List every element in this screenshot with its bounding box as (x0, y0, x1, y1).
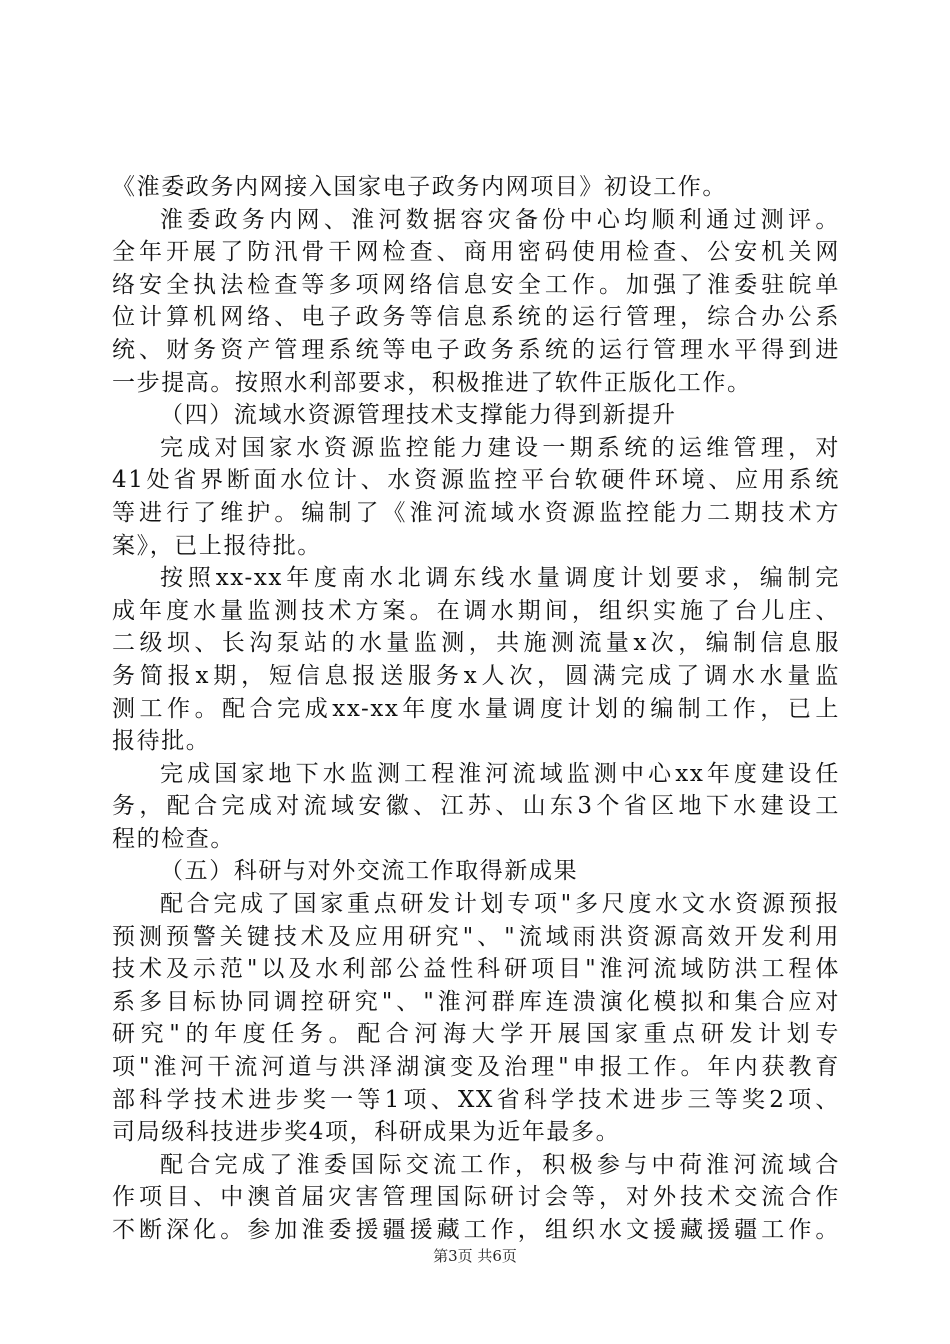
text-line: 位计算机网络、电子政务等信息系统的运行管理，综合办公系 (112, 304, 840, 331)
text-line: 淮委政务内网、淮河数据容灾备份中心均顺利通过测评。 (160, 206, 840, 233)
text-line: 研究"的年度任务。配合河海大学开展国家重点研发计划专 (112, 1021, 840, 1048)
text-line: 配合完成了国家重点研发计划专项"多尺度水文水资源预报 (160, 891, 840, 918)
text-line: 统、财务资产管理系统等电子政务系统的运行管理水平得到进 (112, 336, 840, 363)
text-line: 作项目、中澳首届灾害管理国际研讨会等，对外技术交流合作 (112, 1184, 840, 1211)
text-line: 41处省界断面水位计、水资源监控平台软硬件环境、应用系统 (112, 467, 840, 494)
text-line: 络安全执法检查等多项网络信息安全工作。加强了淮委驻皖单 (112, 271, 840, 298)
text-line: 完成对国家水资源监控能力建设一期系统的运维管理，对 (160, 434, 840, 461)
text-line: 完成国家地下水监测工程淮河流域监测中心xx年度建设任 (160, 760, 840, 787)
text-line: 成年度水量监测技术方案。在调水期间，组织实施了台儿庄、 (112, 597, 840, 624)
text-line: 测工作。配合完成xx-xx年度水量调度计划的编制工作，已上 (112, 695, 840, 722)
text-line: 案》，已上报待批。 (112, 532, 322, 559)
text-line: 系多目标协同调控研究"、"淮河群库连溃演化模拟和集合应对 (112, 988, 840, 1015)
text-line: 全年开展了防汛骨干网检查、商用密码使用检查、公安机关网 (112, 239, 840, 266)
text-line: 报待批。 (112, 728, 211, 755)
text-line: 一步提高。按照水利部要求，积极推进了软件正版化工作。 (112, 369, 752, 396)
text-line: 务，配合完成对流域安徽、江苏、山东3个省区地下水建设工 (112, 793, 840, 820)
text-line: （五）科研与对外交流工作取得新成果 (160, 858, 579, 885)
text-line: 程的检查。 (112, 825, 235, 852)
text-line: 部科学技术进步奖一等1项、XX省科学技术进步三等奖2项、 (112, 1086, 840, 1113)
text-line: 等进行了维护。编制了《淮河流域水资源监控能力二期技术方 (112, 499, 840, 526)
text-line: 司局级科技进步奖4项，科研成果为近年最多。 (112, 1119, 621, 1146)
text-line: 按照xx-xx年度南水北调东线水量调度计划要求，编制完 (160, 565, 840, 592)
text-line: 《淮委政务内网接入国家电子政务内网项目》初设工作。 (112, 174, 727, 200)
text-line: 配合完成了淮委国际交流工作，积极参与中荷淮河流域合 (160, 1151, 840, 1178)
text-line: 二级坝、长沟泵站的水量监测，共施测流量x次，编制信息服 (112, 630, 840, 657)
text-line: （四）流域水资源管理技术支撑能力得到新提升 (160, 402, 677, 429)
page-number-footer: 第3页 共6页 (433, 1247, 517, 1265)
text-line: 技术及示范"以及水利部公益性科研项目"淮河流域防洪工程体 (112, 956, 840, 983)
text-line: 预测预警关键技术及应用研究"、"流域雨洪资源高效开发利用 (112, 923, 840, 950)
text-line: 项"淮河干流河道与洪泽湖演变及治理"申报工作。年内获教育 (112, 1054, 840, 1081)
document-body (112, 171, 840, 1247)
text-line: 务简报x期，短信息报送服务x人次，圆满完成了调水水量监 (112, 662, 840, 689)
text-line: 不断深化。参加淮委援疆援藏工作，组织水文援藏援疆工作。 (112, 1217, 840, 1243)
